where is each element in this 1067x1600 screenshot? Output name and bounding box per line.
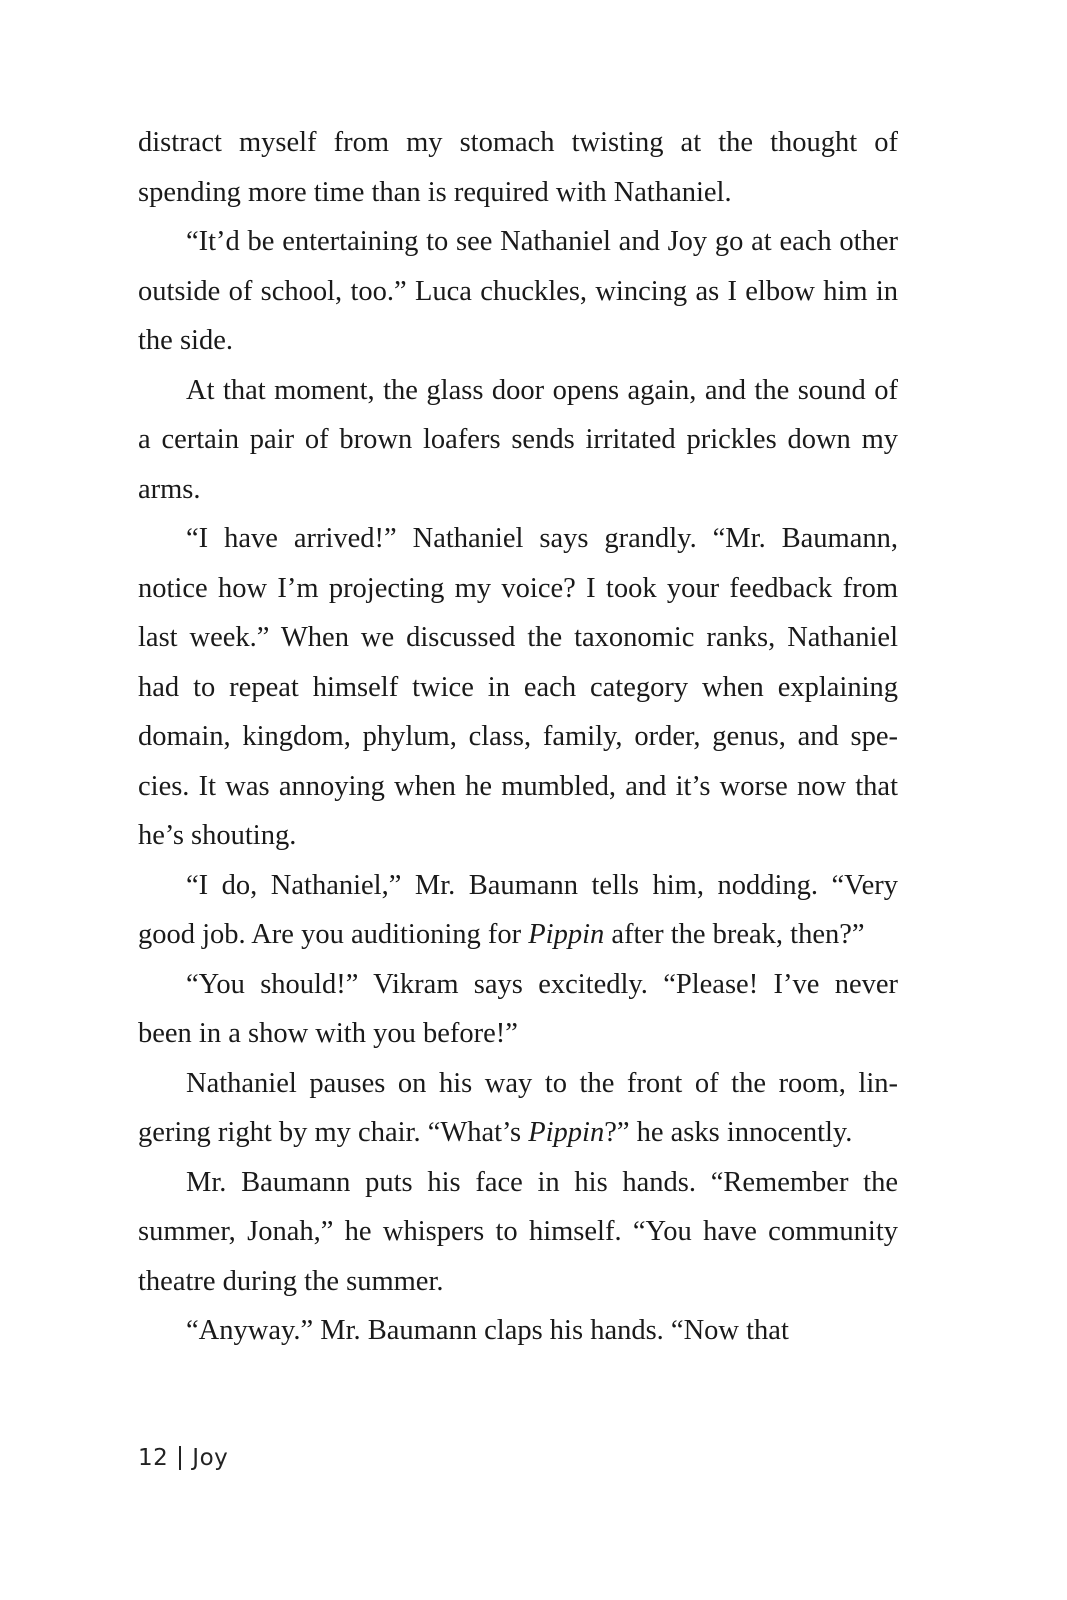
paragraph — [138, 217, 898, 366]
text-run: “You should!” Vikram says excitedly. “Please! I’ve never been in a show with you before!” — [138, 968, 898, 1049]
paragraph — [138, 1306, 898, 1356]
paragraph — [138, 1059, 898, 1158]
paragraph — [138, 366, 898, 515]
italic-title: Pippin — [528, 919, 605, 950]
paragraph — [138, 960, 898, 1059]
italic-title: Pippin — [528, 1117, 605, 1148]
text-run: distract myself from my stomach twisting at the thought of spending more time than is required with Nathaniel. — [138, 127, 898, 208]
text-run: “Anyway.” Mr. Baumann claps his hands. “Now that — [186, 1315, 789, 1346]
text-run: “I have arrived!” Nathaniel says grandly. “Mr. Baumann, notice how I’m projecting my voice? I took your feedback from last week.” When we discussed the taxonomic ranks, Nathaniel had to repeat himself twice in each category when explaining domain, kingdom, phylum, class, family, order, genus, and spe-cies. It was annoying when he mumbled, and it’s worse now that he’s shouting. — [138, 523, 898, 851]
text-run: after the break, then?” — [604, 919, 865, 950]
page-footer — [138, 1445, 228, 1471]
footer-separator — [179, 1446, 181, 1470]
page-number: 12 — [138, 1445, 169, 1471]
running-head: Joy — [192, 1445, 229, 1471]
paragraph — [138, 118, 898, 217]
paragraph — [138, 861, 898, 960]
text-run: ?” he asks innocently. — [604, 1117, 853, 1148]
text-run: “I do, Nathaniel,” Mr. Baumann tells him, nodding. “Very good job. Are you auditioning for — [138, 869, 898, 950]
text-run: Mr. Baumann puts his face in his hands. “Remember the summer, Jonah,” he whispers to himself. “You have community theatre during the summer. — [138, 1166, 898, 1297]
paragraph — [138, 514, 898, 861]
text-run: Nathaniel pauses on his way to the front of the room, lin-gering right by my chair. “What’s — [138, 1067, 898, 1148]
paragraph — [138, 1158, 898, 1307]
text-run: “It’d be entertaining to see Nathaniel and Joy go at each other outside of school, too.” Luca chuckles, wincing as I elbow him in the side. — [138, 226, 898, 356]
text-run: At that moment, the glass door opens again, and the sound of a certain pair of brown loafers sends irritated prickles down my arms. — [138, 374, 898, 505]
body-text — [138, 118, 898, 1356]
